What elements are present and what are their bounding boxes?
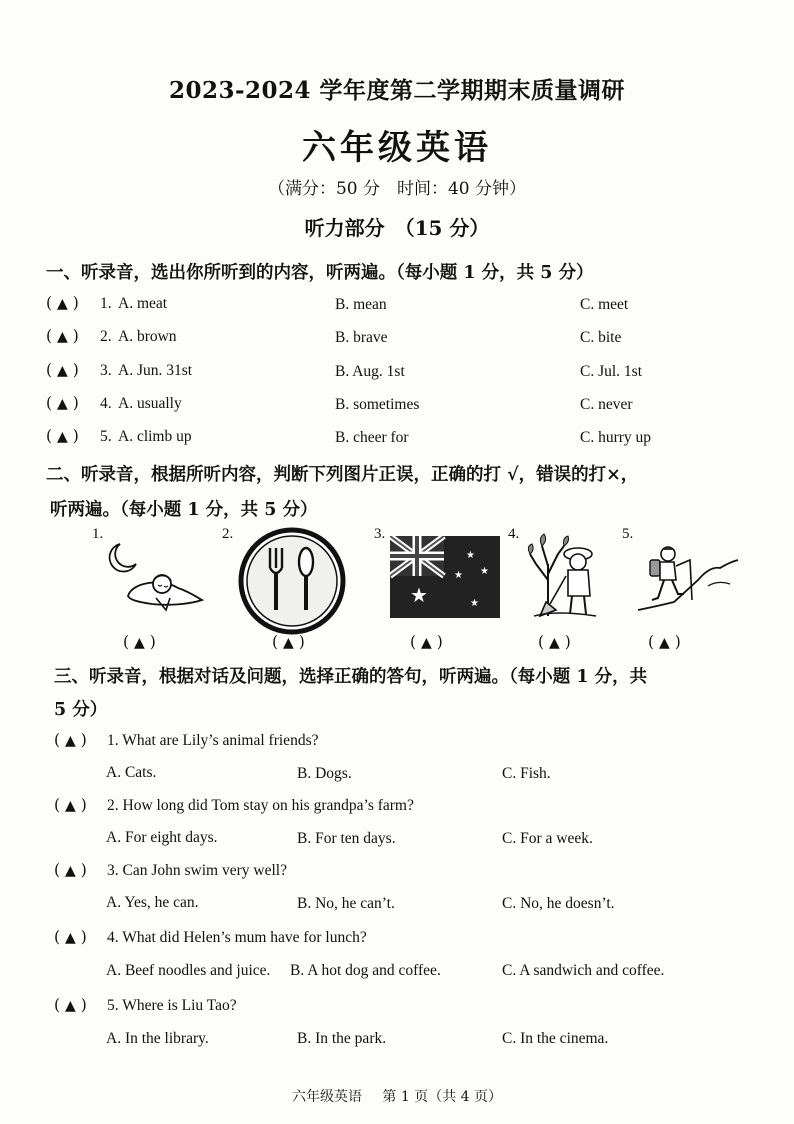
answer-mark: ▲ <box>56 329 68 345</box>
child-planting-tree-icon <box>526 524 608 620</box>
option-b: B. For ten days. <box>297 830 396 847</box>
answer-mark: ▲ <box>56 396 68 412</box>
question-text: 1. What are Lily’s animal friends? <box>107 732 319 749</box>
item-number: 3. <box>100 362 112 379</box>
item-number: 4. <box>100 395 112 412</box>
australian-flag-icon <box>390 536 500 618</box>
option-b: B. mean <box>335 296 387 313</box>
option-b: B. Dogs. <box>297 765 352 782</box>
picture-number: 2. <box>222 526 234 542</box>
answer-mark: ▲ <box>56 429 68 445</box>
picture-answer-paren[interactable]: ( ▲ ) <box>123 633 156 651</box>
option-c: C. never <box>580 396 633 413</box>
answer-paren[interactable]: ( ▲ ) <box>54 996 87 1014</box>
answer-mark: ▲ <box>64 733 76 749</box>
option-c: C. Fish. <box>502 765 551 782</box>
footer-subject: 六年级英语 <box>291 1089 362 1105</box>
item-number: 1. <box>100 295 112 312</box>
item-number: 5. <box>100 428 112 445</box>
question-text: 3. Can John swim very well? <box>107 862 287 879</box>
picture-answer-paren[interactable]: ( ▲ ) <box>410 633 443 651</box>
footer-page-number: 第 1 页（共 4 页） <box>382 1089 503 1105</box>
answer-paren[interactable]: ( ▲ ) <box>54 861 87 879</box>
answer-mark: ▲ <box>64 798 76 814</box>
option-a: A. Cats. <box>106 764 157 781</box>
option-b: B. brave <box>335 329 388 346</box>
section1-heading: 一、听录音，选出你所听到的内容，听两遍。（每小题 1 分，共 5 分） <box>46 263 594 283</box>
subject-title: 六年级英语 <box>302 128 492 168</box>
option-b: B. sometimes <box>335 396 420 413</box>
svg-text:★: ★ <box>470 598 479 609</box>
answer-mark: ▲ <box>658 635 670 651</box>
option-a: A. usually <box>118 395 182 412</box>
score-info: （满分：50 分 时间：40 分钟） <box>267 179 527 199</box>
page-footer <box>0 1086 794 1106</box>
moon-and-sleeping-child-icon <box>100 538 210 618</box>
answer-mark: ▲ <box>56 296 68 312</box>
option-c: C. A sandwich and coffee. <box>502 962 665 979</box>
option-b: B. No, he can’t. <box>297 895 395 912</box>
option-a: A. For eight days. <box>106 829 218 846</box>
child-climbing-mountain-icon <box>638 540 740 614</box>
question-text: 4. What did Helen’s mum have for lunch? <box>107 929 367 946</box>
answer-paren[interactable]: ( ▲ ) <box>54 796 87 814</box>
option-b: B. In the park. <box>297 1030 387 1047</box>
picture-answer-paren[interactable]: ( ▲ ) <box>538 633 571 651</box>
svg-text:★: ★ <box>454 570 463 581</box>
option-a: A. Jun. 31st <box>118 362 193 379</box>
picture-answer-paren[interactable]: ( ▲ ) <box>272 633 305 651</box>
section3-heading-line1: 三、听录音，根据对话及问题，选择正确的答句，听两遍。（每小题 1 分，共 <box>54 667 648 687</box>
picture-number: 4. <box>508 526 520 542</box>
answer-mark: ▲ <box>133 635 145 651</box>
picture-number: 5. <box>622 526 634 542</box>
answer-paren[interactable]: ( ▲ ) <box>46 394 79 412</box>
svg-text:★: ★ <box>480 566 489 577</box>
answer-mark: ▲ <box>56 363 68 379</box>
option-c: C. No, he doesn’t. <box>502 895 615 912</box>
section2-heading-line2: 听两遍。（每小题 1 分，共 5 分） <box>50 500 318 520</box>
option-a: A. climb up <box>118 428 192 445</box>
answer-paren[interactable]: ( ▲ ) <box>46 327 79 345</box>
option-b: B. cheer for <box>335 429 409 446</box>
question-text: 2. How long did Tom stay on his grandpa’s farm? <box>107 797 414 814</box>
option-b: B. A hot dog and coffee. <box>290 962 441 979</box>
answer-mark: ▲ <box>420 635 432 651</box>
option-c: C. hurry up <box>580 429 652 446</box>
picture-number: 1. <box>92 526 104 542</box>
answer-mark: ▲ <box>282 635 294 651</box>
svg-text:★: ★ <box>410 583 428 607</box>
option-a: A. brown <box>118 328 177 345</box>
option-b: B. Aug. 1st <box>335 363 405 380</box>
section3-heading-line2: 5 分） <box>54 700 108 720</box>
answer-paren[interactable]: ( ▲ ) <box>46 427 79 445</box>
option-c: C. In the cinema. <box>502 1030 609 1047</box>
answer-mark: ▲ <box>64 930 76 946</box>
part-title: 听力部分 （15 分） <box>304 216 490 240</box>
exam-title: 2023-2024 学年度第二学期期末质量调研 <box>168 77 626 104</box>
fork-and-spoon-icon <box>236 526 348 636</box>
option-a: A. Beef noodles and juice. <box>106 962 271 979</box>
answer-paren[interactable]: ( ▲ ) <box>54 731 87 749</box>
question-text: 5. Where is Liu Tao? <box>107 997 237 1014</box>
option-c: C. bite <box>580 329 622 346</box>
answer-paren[interactable]: ( ▲ ) <box>46 294 79 312</box>
item-number: 2. <box>100 328 112 345</box>
picture-number: 3. <box>374 526 386 542</box>
option-a: A. meat <box>118 295 168 312</box>
answer-paren[interactable]: ( ▲ ) <box>46 361 79 379</box>
answer-paren[interactable]: ( ▲ ) <box>54 928 87 946</box>
option-a: A. In the library. <box>106 1030 209 1047</box>
answer-mark: ▲ <box>64 863 76 879</box>
option-c: C. Jul. 1st <box>580 363 643 380</box>
answer-mark: ▲ <box>64 998 76 1014</box>
option-c: C. For a week. <box>502 830 593 847</box>
answer-mark: ▲ <box>548 635 560 651</box>
option-a: A. Yes, he can. <box>106 894 199 911</box>
section2-heading-line1: 二、听录音，根据所听内容，判断下列图片正误，正确的打 √，错误的打×， <box>46 465 639 485</box>
svg-text:★: ★ <box>466 550 475 561</box>
picture-answer-paren[interactable]: ( ▲ ) <box>648 633 681 651</box>
option-c: C. meet <box>580 296 629 313</box>
